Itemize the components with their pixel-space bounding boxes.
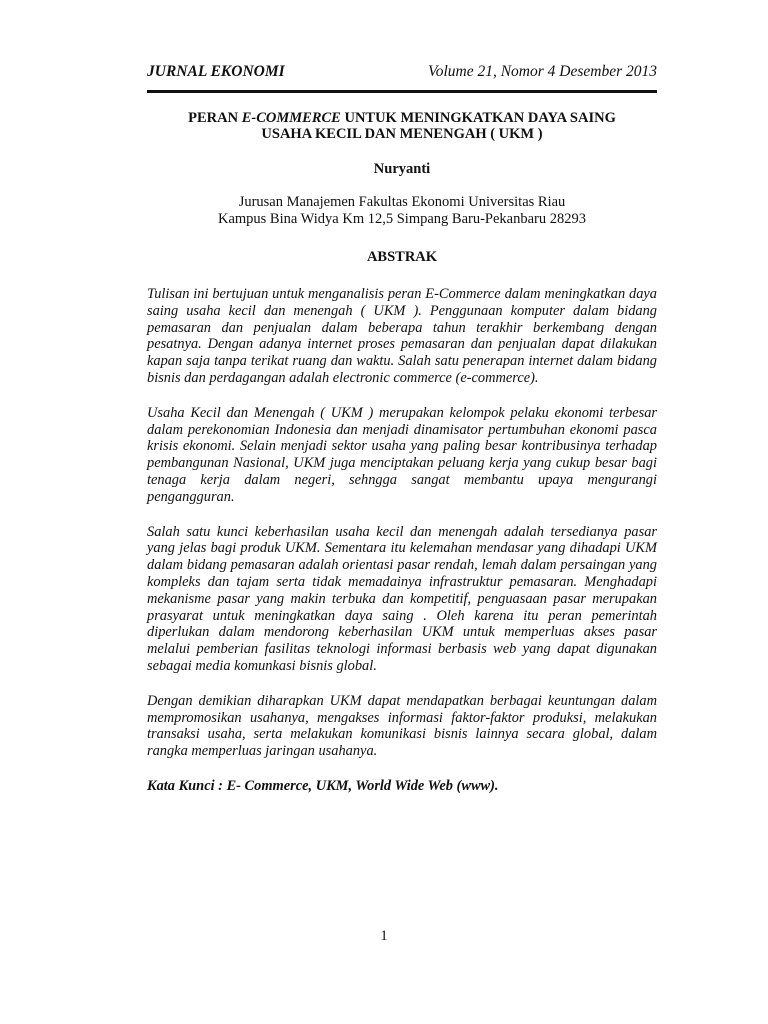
abstract-paragraph: Tulisan ini bertujuan untuk menganalisis peran E-Commerce dalam meningkatkan daya saing usaha kecil dan menengah ( UKM ). Penggunaan komputer dalam bidang pemasaran dan penjualan dalam beberapa tahun terakhir berkembang dengan pesatnya. Dengan adanya internet proses pemasaran dan penjualan dapat dilakukan kapan saja tanpa terikat ruang dan waktu. Salah satu penerapan internet dalam bidang bisnis dan perdagangan adalah electronic commerce (e-commerce). <box>147 286 657 386</box>
article-title <box>147 110 657 142</box>
affiliation-line-1: Jurusan Manajemen Fakultas Ekonomi Universitas Riau <box>238 194 566 210</box>
affiliation <box>147 194 657 228</box>
author-name: Nuryanti <box>373 161 431 177</box>
page-number: 1 <box>380 928 388 944</box>
abstract-heading: ABSTRAK <box>366 249 438 265</box>
abstract-paragraph: Usaha Kecil dan Menengah ( UKM ) merupakan kelompok pelaku ekonomi terbesar dalam perekonomian Indonesia dan menjadi dinamisator pertumbuhan ekonomi pasca krisis ekonomi. Selain menjadi sektor usaha yang paling besar kontribusinya terhadap pembangunan Nasional, UKM juga menciptakan peluang kerja yang cukup besar bagi tenaga kerja dalam negeri, sehngga sangat membantu upaya mengurangi pengangguran. <box>147 404 657 505</box>
journal-name: JURNAL EKONOMI <box>147 63 285 80</box>
title-rest: UNTUK MENINGKATKAN DAYA SAING <box>340 110 616 126</box>
abstract-paragraph: Dengan demikian diharapkan UKM dapat mendapatkan berbagai keuntungan dalam mempromosikan usahanya, mengakses informasi faktor-faktor produksi, melakukan transaksi usaha, serta melakukan komunikasi bisnis lainnya secara global, dalam rangka memperluas jaringan usahanya. <box>147 692 657 760</box>
volume-info: Volume 21, Nomor 4 Desember 2013 <box>427 63 657 80</box>
title-emphasis: E-COMMERCE <box>241 110 341 126</box>
title-line-1 <box>147 110 657 126</box>
header-rule <box>147 90 657 93</box>
keywords: Kata Kunci : E- Commerce, UKM, World Wide Web (www). <box>147 777 499 794</box>
journal-page <box>147 62 657 795</box>
title-line-2: USAHA KECIL DAN MENENGAH ( UKM ) <box>261 126 543 142</box>
title-prefix: PERAN <box>188 110 242 126</box>
abstract-paragraph: Salah satu kunci keberhasilan usaha kecil dan menengah adalah tersedianya pasar yang jelas bagi produk UKM. Sementara itu kelemahan mendasar yang dihadapi UKM dalam bidang pemasaran adalah orientasi pasar rendah, lemah dalam persaingan yang kompleks dan tajam serta tidak memadainya infrastruktur pemasaran. Menghadapi mekanisme pasar yang makin terbuka dan kompetitif, penguasaan pasar merupakan prasyarat untuk meningkatkan daya saing . Oleh karena itu peran pemerintah diperlukan dalam mendorong keberhasilan UKM untuk memperluas akses pasar melalui pemberian fasilitas teknologi informasi berbasis web yang dapat digunakan sebagai media komunkasi bisnis global. <box>147 523 657 674</box>
running-header <box>147 62 657 82</box>
affiliation-line-2: Kampus Bina Widya Km 12,5 Simpang Baru-Pekanbaru 28293 <box>217 211 587 227</box>
